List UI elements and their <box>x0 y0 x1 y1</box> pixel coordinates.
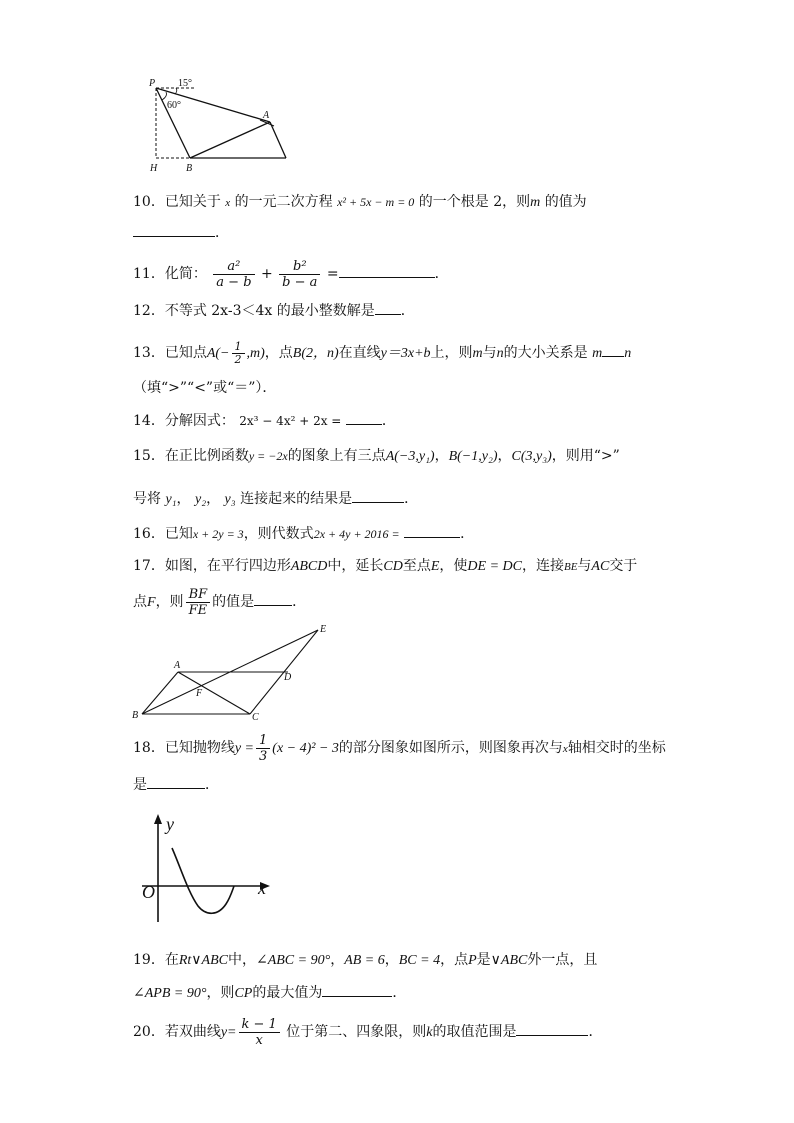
q20-answer-blank[interactable] <box>516 1021 588 1036</box>
q11-fraction-1: $\frac{\text{a²}}{a - b}$ <box>213 259 254 290</box>
fig1-label-15: 15° <box>178 78 192 89</box>
figure-parallelogram <box>130 622 340 724</box>
question-10-line2: ． <box>133 222 229 243</box>
question-15-line2: 号将 y₁， y₂， y₃ 连接起来的结果是 ． <box>133 488 418 510</box>
fig3-label-O: O <box>142 882 155 902</box>
question-19: 19．在Rt∨ABC中，∠ABC = 90°，AB = 6，BC = 4，点P是∨ABC外一点，且 <box>133 952 598 968</box>
question-17: 17．如图，在平行四边形ABCD中，延长CD至点E，使DE = DC，连接BE与AC交于 <box>133 558 638 574</box>
question-18: 18．已知抛物线y = $\frac{1}{3}$ (x − 4)² − 3的部分图象如图所示，则图象再次与x轴相交时的坐标 <box>133 732 666 764</box>
fig1-label-60: 60° <box>167 100 181 111</box>
question-12: 12．不等式 2x-3＜4x 的最小整数解是 ． <box>133 300 415 321</box>
fig2-label-C: C <box>252 712 259 723</box>
q13-fraction: $\frac{1}{2}$ <box>232 341 245 366</box>
question-11: 11．化简： $\frac{\text{a²}}{a - b}$ + $\frac{\text{b²}}{b - a}$ = ． <box>133 258 449 290</box>
question-10: 10．已知关于 x 的一元二次方程 x² + 5x − m = 0 的一个根是 2，则m 的值为 <box>133 194 587 210</box>
fig3-label-x: x <box>258 878 266 898</box>
q11-fraction-2: $\frac{\text{b²}}{b - a}$ <box>279 259 320 290</box>
q19-answer-blank[interactable] <box>322 982 392 997</box>
question-16: 16．已知x + 2y = 3，则代数式2x + 4y + 2016 = ． <box>133 523 474 544</box>
fig1-label-B: B <box>186 163 193 174</box>
q10-equation: x² + 5x − m = 0 <box>337 195 415 209</box>
q11-answer-blank[interactable] <box>339 263 435 278</box>
fig2-label-F: F <box>196 688 203 699</box>
fig1-label-H: H <box>150 163 158 174</box>
question-14: 14．分解因式： 2x³ − 4x² + 2x = ． <box>133 410 396 431</box>
fig1-label-A: A <box>263 110 270 121</box>
q17-answer-blank[interactable] <box>254 591 292 606</box>
q14-expression: 2x³ − 4x² + 2x = <box>239 414 342 428</box>
figure-parabola-graph <box>136 812 284 928</box>
question-18-line2: 是 ． <box>133 774 219 795</box>
question-15: 15．在正比例函数y = −2x的图象上有三点A(−3,y₁)，B(−1,y₂)，C(3,y₃)，则用“>” <box>133 448 620 464</box>
q10-answer-blank[interactable] <box>133 222 215 237</box>
fig2-label-B: B <box>132 710 139 721</box>
question-13: 13．已知点A(− $\frac{1}{2}$ ,m)，点B(2，n)在直线y＝3x+b上，则m与n的大小关系是 m n <box>133 339 632 366</box>
q12-answer-blank[interactable] <box>375 300 401 315</box>
question-13-line2: （填“>”“<”或“＝”）． <box>133 380 277 396</box>
q13-answer-blank[interactable] <box>602 342 624 357</box>
q14-answer-blank[interactable] <box>346 410 382 425</box>
figure-p-h-b-a <box>140 74 300 174</box>
q18-fraction: $\frac{1}{3}$ <box>256 733 270 764</box>
question-19-line2: ∠APB = 90°，则CP的最大值为 ． <box>133 982 406 1004</box>
question-20: 20．若双曲线y= $\frac{k - 1}{x}$ 位于第二、四象限，则k的取值范围是 ． <box>133 1016 603 1048</box>
q10-number: 10． <box>133 194 165 210</box>
q16-answer-blank[interactable] <box>404 523 460 538</box>
q15-answer-blank[interactable] <box>352 488 404 503</box>
fig3-label-y: y <box>166 814 174 834</box>
q18-answer-blank[interactable] <box>147 774 205 789</box>
question-17-line2: 点F，则 $\frac{BF}{FE}$ 的值是 ． <box>133 586 307 618</box>
fig2-label-D: D <box>284 672 292 683</box>
fig1-label-P: P <box>149 78 156 89</box>
q20-fraction: $\frac{k - 1}{x}$ <box>239 1017 280 1048</box>
fig2-label-E: E <box>320 624 327 635</box>
q17-fraction: $\frac{BF}{FE}$ <box>186 587 211 618</box>
fig2-label-A: A <box>174 660 181 671</box>
